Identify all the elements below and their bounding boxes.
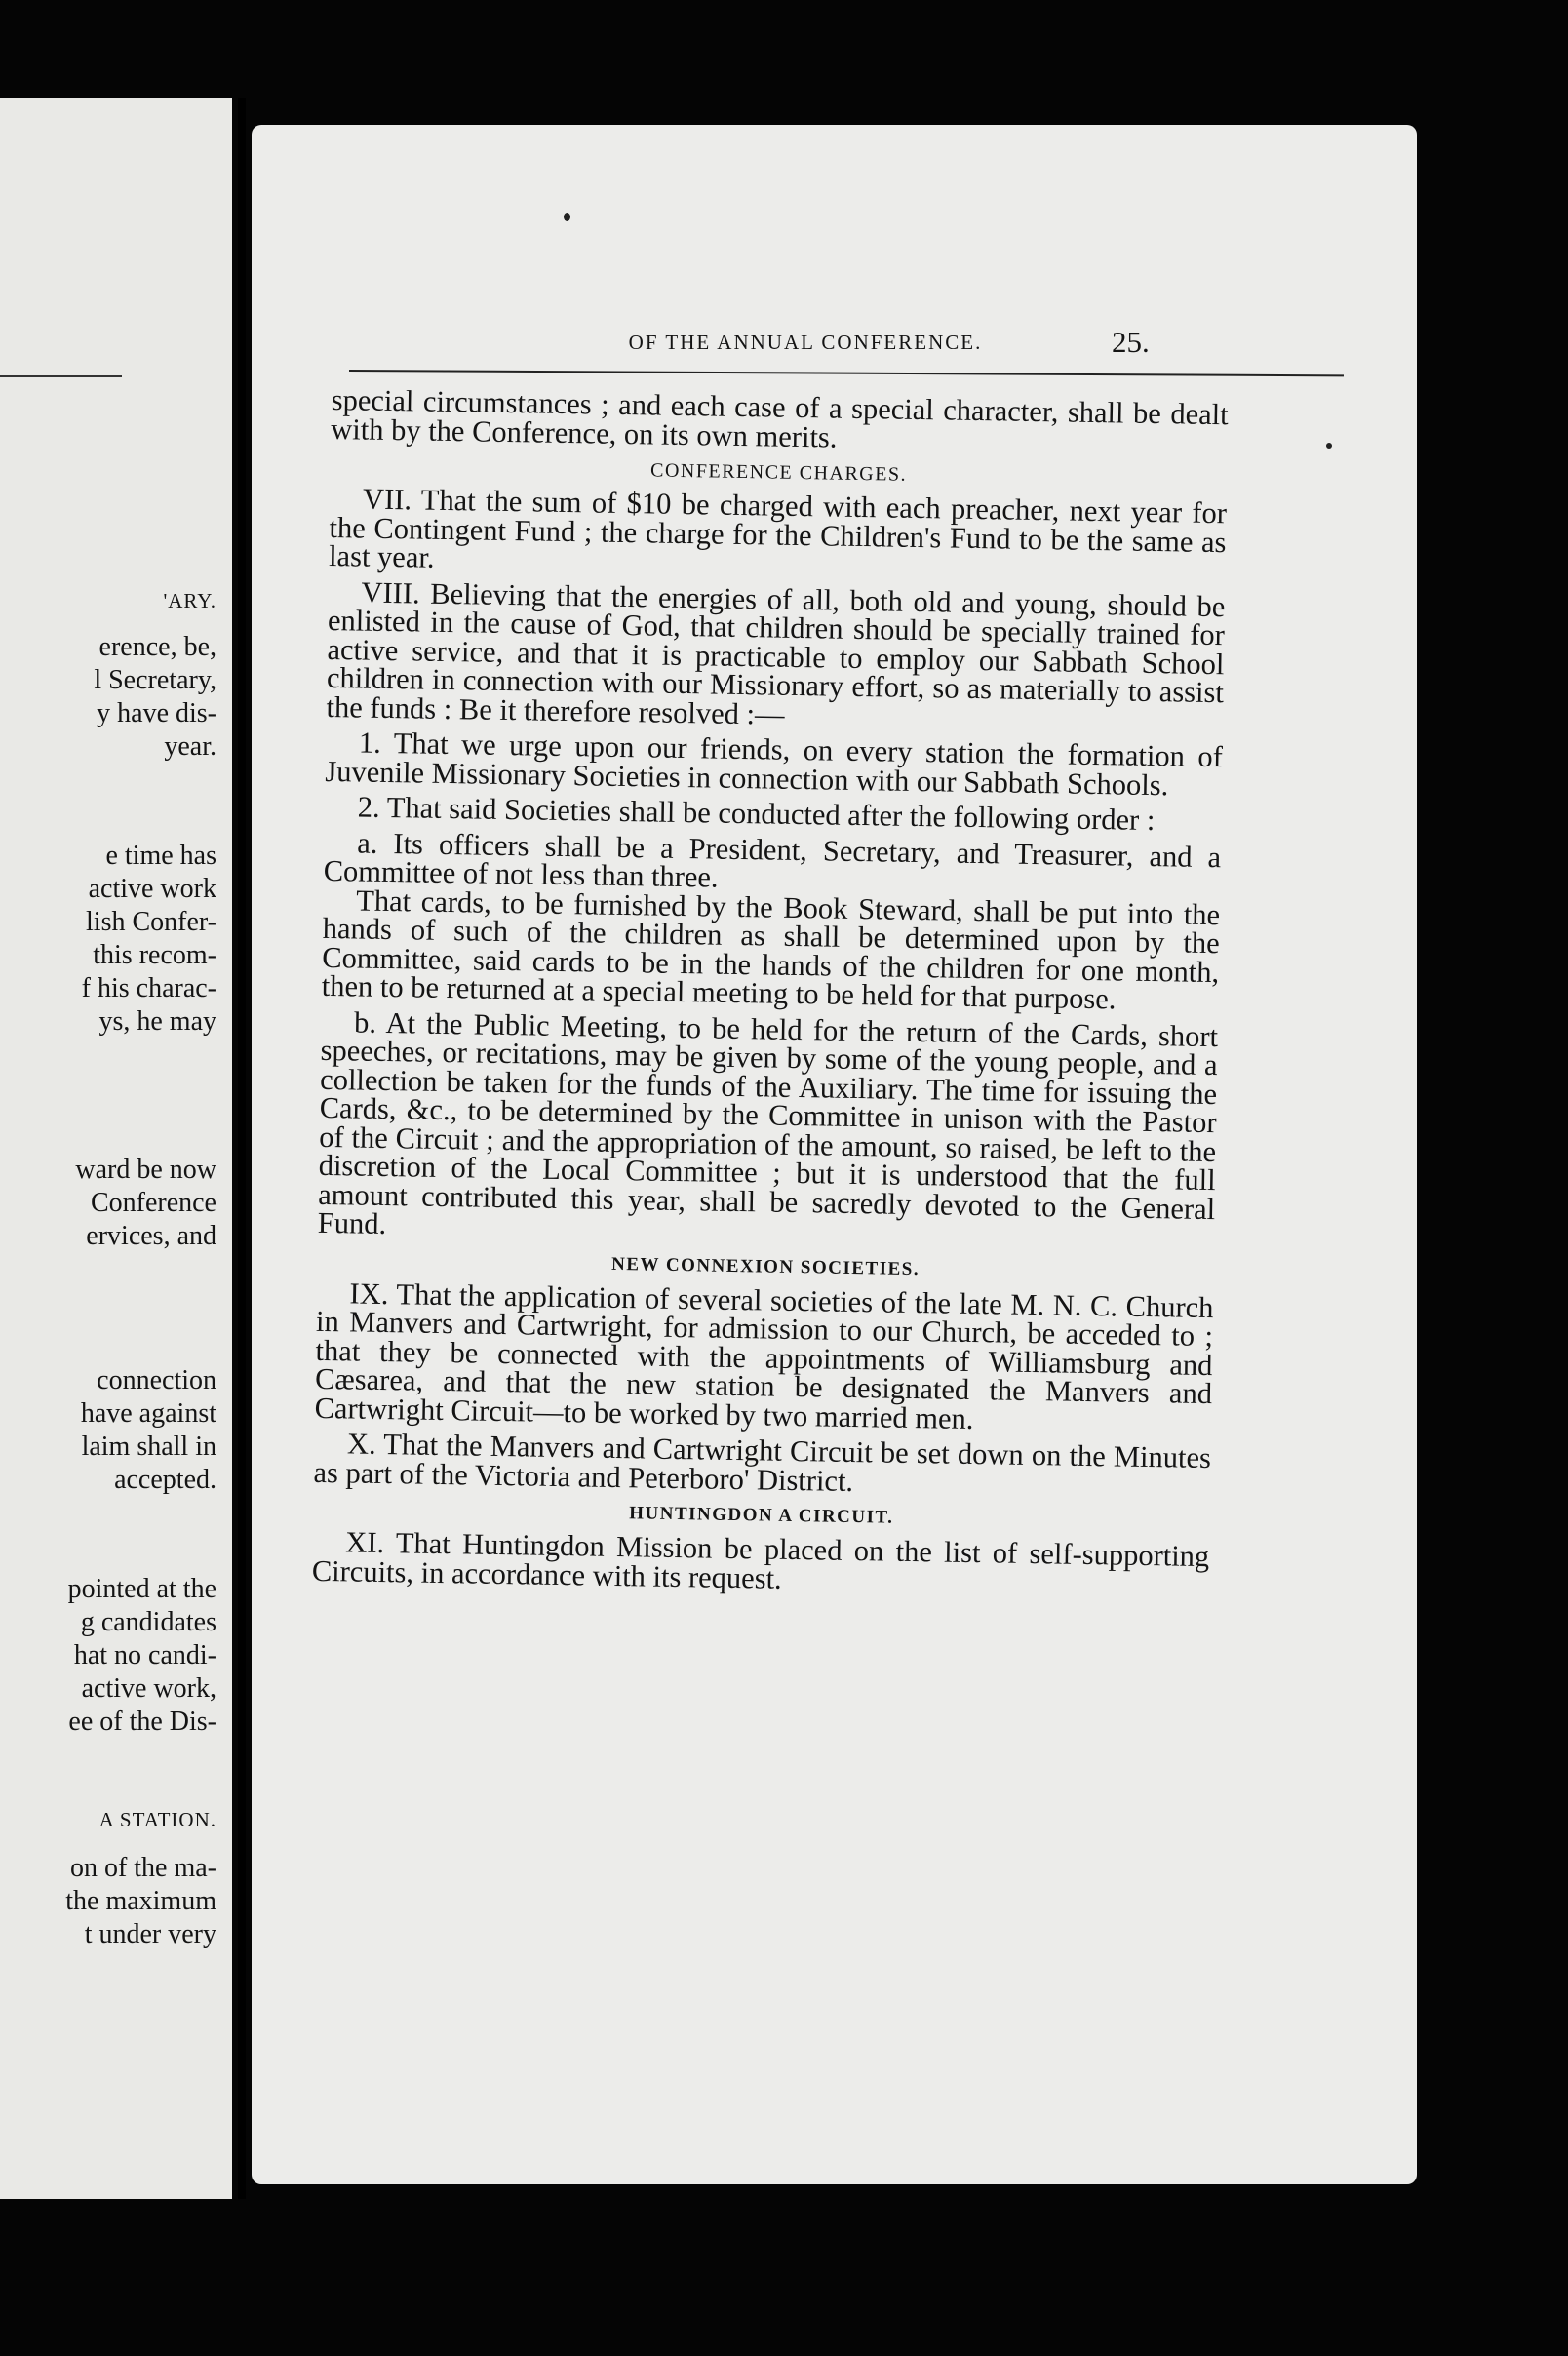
- body-text: [311, 383, 1229, 1600]
- left-facing-page: [0, 98, 232, 2199]
- left-page-line: ervices, and: [86, 1221, 216, 1251]
- page-gutter: [238, 98, 246, 2199]
- left-page-line: ward be now: [75, 1155, 216, 1185]
- section-heading-new-connexion: NEW CONNEXION SOCIETIES.: [610, 1253, 921, 1279]
- left-page-line: erence, be,: [98, 632, 216, 662]
- paragraph-continued: special circumstances ; and each case of a special character, shall be dealt with by the Conference, on its own merits.: [330, 383, 1229, 454]
- paragraph-cards: That cards, to be furnished by the Book Steward, shall be put into the hands of such of the children as shall be determined upon by the Committee, said cards to be in the hands of the children for one month, then to be returned at a special meeting to be held for that purpose.: [321, 883, 1221, 1016]
- left-page-rule: [0, 375, 122, 377]
- resolution-x: X. That the Manvers and Cartwright Circuit be set down on the Minutes as part of the Victoria and Peterboro' District.: [313, 1427, 1212, 1498]
- item-b: b. At the Public Meeting, to be held for the return of the Cards, short speeches, or recitations, may be given by some of the young people, and a collection be taken for the funds of the Auxiliary. The time for issuing the Cards, &c., to be determined by the Committee in unison with the Pastor of the Circuit ; and the appropriation of the amount, so raised, be left to the discretion of the Local Committee ; but it is understood that the full amount contributed this year, shall be sacredly devoted to the General Fund.: [317, 1004, 1219, 1241]
- item-1: 1. That we urge upon our friends, on every station the formation of Juvenile Missionary Societies in connection with our Sabbath Schools.: [325, 726, 1224, 802]
- left-page-line: connection: [97, 1365, 216, 1395]
- left-page-line: Conference: [90, 1188, 216, 1218]
- left-page-line: on of the ma-: [69, 1853, 216, 1883]
- left-page-line: ee of the Dis-: [68, 1707, 216, 1737]
- left-page-line: have against: [80, 1398, 216, 1429]
- resolution-xi: XI. That Huntingdon Mission be placed on the list of self-supporting Circuits, in accordance with its request.: [311, 1525, 1210, 1595]
- resolution-vii: VII. That the sum of $10 be charged with each preacher, next year for the Contingent Fund ; the charge for the Children's Fund to be the same as last year.: [328, 482, 1228, 574]
- left-page-line: g candidates: [80, 1607, 216, 1637]
- section-heading-huntingdon: HUNTINGDON A CIRCUIT.: [629, 1503, 894, 1528]
- page-number: 25.: [1112, 325, 1150, 359]
- left-page-line: laim shall in: [81, 1432, 216, 1462]
- left-page-line: this recom-: [93, 940, 216, 970]
- header-rule: [349, 370, 1344, 376]
- left-page-line: hat no candi-: [73, 1640, 216, 1670]
- ink-speck: [1326, 443, 1332, 449]
- item-a: a. Its officers shall be a President, Secretary, and Treasurer, and a Committee of not less than three.: [323, 826, 1222, 894]
- resolution-ix: IX. That the application of several societies of the late M. N. C. Church in Manvers and Cartwright, for admission to our Church, be acceded to ; that they be connected with the appointments of Williamsburg and Cæsarea, and that the new station be designated the Manvers and Cartwright Circuit—to be worked by two married men.: [314, 1276, 1214, 1435]
- left-page-line: ys, he may: [98, 1006, 216, 1037]
- ink-speck: [564, 213, 570, 221]
- left-page-line: A STATION.: [98, 1808, 216, 1831]
- left-page-line: pointed at the: [67, 1574, 216, 1604]
- resolution-viii: VIII. Believing that the energies of all, both old and young, should be enlisted in the cause of God, that children should be specially trained for active service, and that it is practicable to employ our Sabbath School children in connection with our Missionary effort, so as materially to assist the funds : Be it therefore resolved :—: [326, 575, 1226, 731]
- left-page-line: f his charac-: [81, 973, 216, 1003]
- left-page-line: the maximum: [65, 1886, 216, 1916]
- left-page-line: active work,: [81, 1673, 216, 1704]
- left-page-line: active work: [88, 874, 216, 904]
- running-head: OF THE ANNUAL CONFERENCE.: [628, 331, 983, 354]
- left-page-line: year.: [164, 731, 216, 762]
- left-page-line: lish Confer-: [86, 907, 216, 937]
- left-page-line: l Secretary,: [94, 665, 216, 695]
- item-2: 2. That said Societies shall be conducted after the following order :: [357, 790, 1156, 838]
- left-page-line: 'ARY.: [163, 589, 216, 612]
- left-page-line: t under very: [84, 1919, 216, 1949]
- left-page-line: accepted.: [114, 1465, 216, 1495]
- section-heading-conference-charges: CONFERENCE CHARGES.: [649, 459, 908, 486]
- left-page-line: y have dis-: [97, 698, 216, 728]
- main-page: [252, 125, 1417, 2184]
- left-page-line: e time has: [105, 841, 216, 871]
